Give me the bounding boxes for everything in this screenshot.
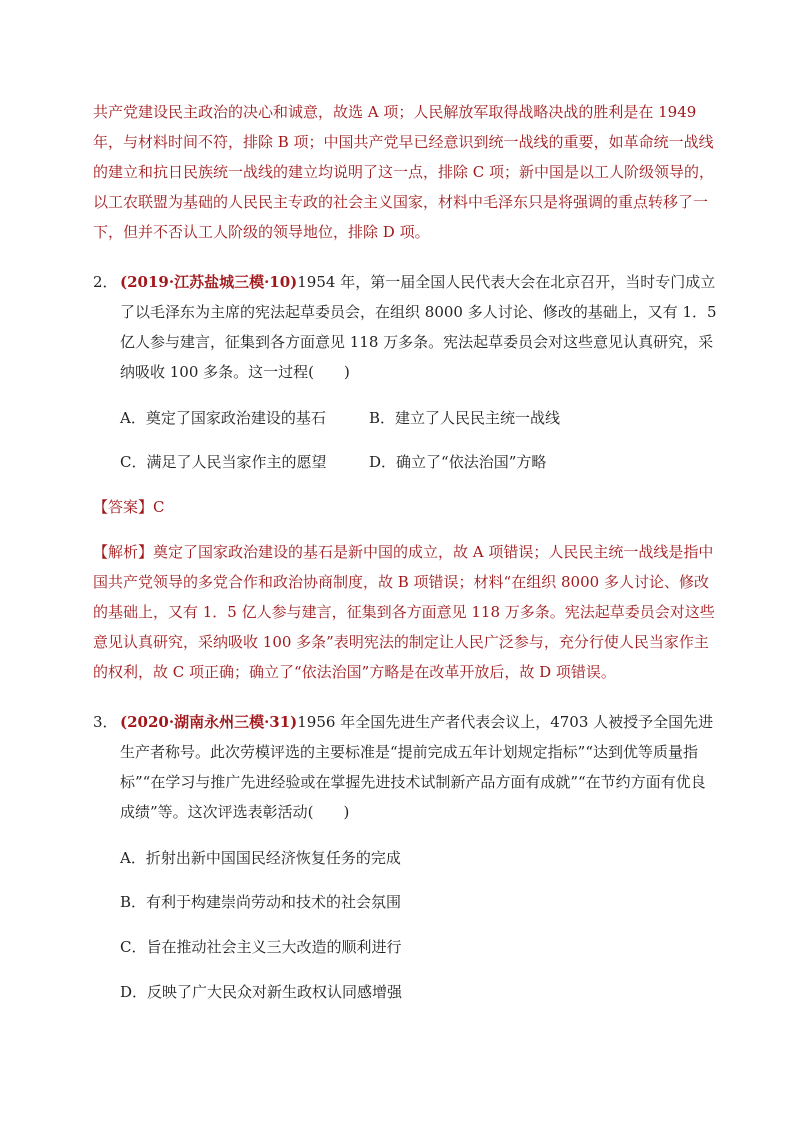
question-2-option-b: B．建立了人民民主统一战线 [369,409,561,427]
question-2-stem [120,267,720,387]
question-2-analysis [93,537,723,687]
question-2-source: (2019·江苏盐城三模·10) [120,273,298,291]
question-2-text: 1954 年，第一届全国人民代表大会在北京召开，当时专门成立了以毛泽东为主席的宪法起草委员会，在组织 8000 多人讨论、修改的基础上，又有 1．5 亿人参与建言，征集到各方面意见 118 万多条。宪法起草委员会对这些意见认真研究，采纳吸收 100 多条。这一过程( ) [120,273,717,381]
answer-label: 【答案】 [93,498,154,516]
question-3-text: 1956 年全国先进生产者代表会议上，4703 人被授予全国先进生产者称号。此次劳模评选的主要标准是“提前完成五年计划规定指标”“达到优等质量指标”“在学习与推广先进经验或在掌握先进技术试制新产品方面有成就”“在节约方面有优良成绩”等。这次评选表彰活动( ) [120,713,714,821]
question-2-answer [93,495,165,519]
question-2-number: 2． [93,273,118,291]
question-3-number: 3． [93,713,118,731]
question-3-stem [120,707,720,827]
question-3-option-c: C．旨在推动社会主义三大改造的顺利进行 [120,938,402,956]
analysis-label: 【解析】 [93,543,154,561]
explanation-paragraph: 共产党建设民主政治的决心和诚意，故选 A 项；人民解放军取得战略决战的胜利是在 1949 年，与材料时间不符，排除 B 项；中国共产党早已经意识到统一战线的重要，如革命统一战线的建立和抗日民族统一战线的建立均说明了这一点，排除 C 项；新中国是以工人阶级领导的，以工农联盟为基础的人民民主专政的社会主义国家，材料中毛泽东只是将强调的重点转移了一下，但并不否认工人阶级的领导地位，排除 D 项。 [93,103,715,241]
question-2-option-c: C．满足了人民当家作主的愿望 [120,453,327,471]
question-2-option-a: A．奠定了国家政治建设的基石 [120,409,326,427]
question-2-option-d: D．确立了“依法治国”方略 [369,453,547,471]
question-3-option-a: A．折射出新中国国民经济恢复任务的完成 [120,849,401,867]
question-3-source: (2020·湖南永州三模·31) [120,713,298,731]
question-3-option-b: B．有利于构建崇尚劳动和技术的社会氛围 [120,893,402,911]
question-3-option-d: D．反映了广大民众对新生政权认同感增强 [120,983,403,1001]
answer-value: C [153,498,165,516]
analysis-text: 奠定了国家政治建设的基石是新中国的成立，故 A 项错误；人民民主统一战线是指中国共产党领导的多党合作和政治协商制度，故 B 项错误；材料“在组织 8000 多人讨论、修改的基础上，又有 1．5 亿人参与建言，征集到各方面意见 118 万多条。宪法起草委员会对这些意见认真研究，采纳吸收 100 多条”表明宪法的制定让人民广泛参与，充分行使人民当家作主的权利，故 C 项正确；确立了“依法治国”方略是在改革开放后，故 D 项错误。 [93,543,715,681]
